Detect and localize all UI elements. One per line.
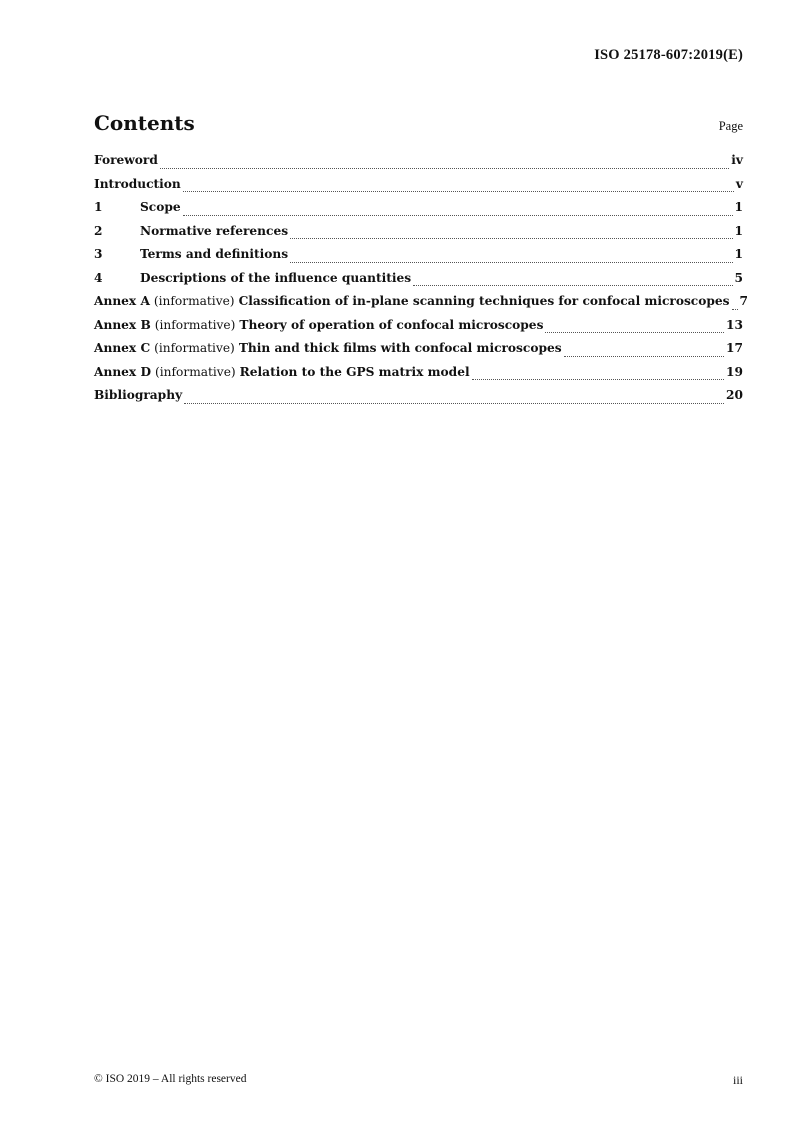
dot-leader [732,308,738,310]
annex-note: (informative) [154,317,236,332]
toc-entry-title: Foreword [94,153,158,167]
table-of-contents [94,153,748,412]
copyright-notice: © ISO 2019 – All rights reserved [94,1073,247,1085]
dot-leader [160,167,729,169]
toc-entry-title: Relation to the GPS matrix model [239,364,470,379]
toc-entry-number: 2 [94,223,103,238]
toc-entry-title: Bibliography [94,388,183,402]
toc-entry-introduction[interactable] [94,177,743,201]
annex-note: (informative) [154,341,235,355]
toc-entry-page: iv [731,153,743,167]
dot-leader [184,402,724,404]
toc-entry-annex-a[interactable] [94,294,748,318]
toc-entry-page: 13 [726,317,743,332]
page-number: iii [732,1073,743,1087]
toc-entry-number: 4 [94,270,103,285]
annex-label: Annex D [94,364,152,379]
dot-leader [183,190,734,192]
toc-entry-title: Terms and definitions [140,247,289,261]
annex-note: (informative) [155,364,236,379]
toc-entry-title: Theory of operation of confocal microscopes [239,317,544,332]
toc-entry-title: Introduction [94,176,181,191]
toc-entry-page: 19 [726,364,743,379]
toc-entry-number: 3 [94,247,103,261]
toc-entry-page: 1 [734,247,743,261]
toc-entry-title: Thin and thick films with confocal microscopes [238,341,562,355]
toc-entry-clause-3[interactable] [94,247,743,271]
toc-entry-annex-c[interactable] [94,341,743,365]
annex-note: (informative) [153,294,235,308]
toc-entry-annex-d[interactable] [94,365,743,389]
toc-entry-page: 17 [726,341,743,355]
dot-leader [472,378,724,380]
dot-leader [413,284,732,286]
toc-entry-clause-1[interactable] [94,200,743,224]
toc-entry-page: 7 [739,294,748,308]
toc-entry-page: 1 [734,223,743,238]
dot-leader [545,331,724,333]
toc-entry-clause-4[interactable] [94,271,743,295]
annex-label: Annex C [94,341,151,355]
page-column-label: Page [718,119,743,133]
toc-entry-page: v [735,176,743,191]
toc-entry-title: Normative references [140,223,289,238]
dot-leader [564,355,724,357]
annex-label: Annex A [94,294,150,308]
annex-label: Annex B [94,317,151,332]
toc-entry-clause-2[interactable] [94,224,743,248]
toc-entry-annex-b[interactable] [94,318,743,342]
dot-leader [290,261,732,263]
toc-entry-bibliography[interactable] [94,388,743,412]
toc-entry-number: 1 [94,200,103,214]
toc-entry-title: Descriptions of the influence quantities [140,270,412,285]
document-id: ISO 25178-607:2019(E) [594,47,743,63]
toc-entry-title: Scope [140,200,181,214]
toc-entry-page: 5 [734,270,743,285]
toc-entry-page: 20 [726,388,743,402]
contents-title: Contents [94,111,195,135]
dot-leader [290,237,732,239]
dot-leader [183,214,733,216]
toc-entry-foreword[interactable] [94,153,743,177]
contents-heading-row [94,111,743,139]
toc-entry-title: Classification of in-plane scanning techniques for confocal microscopes [238,294,730,308]
toc-entry-page: 1 [734,200,743,214]
